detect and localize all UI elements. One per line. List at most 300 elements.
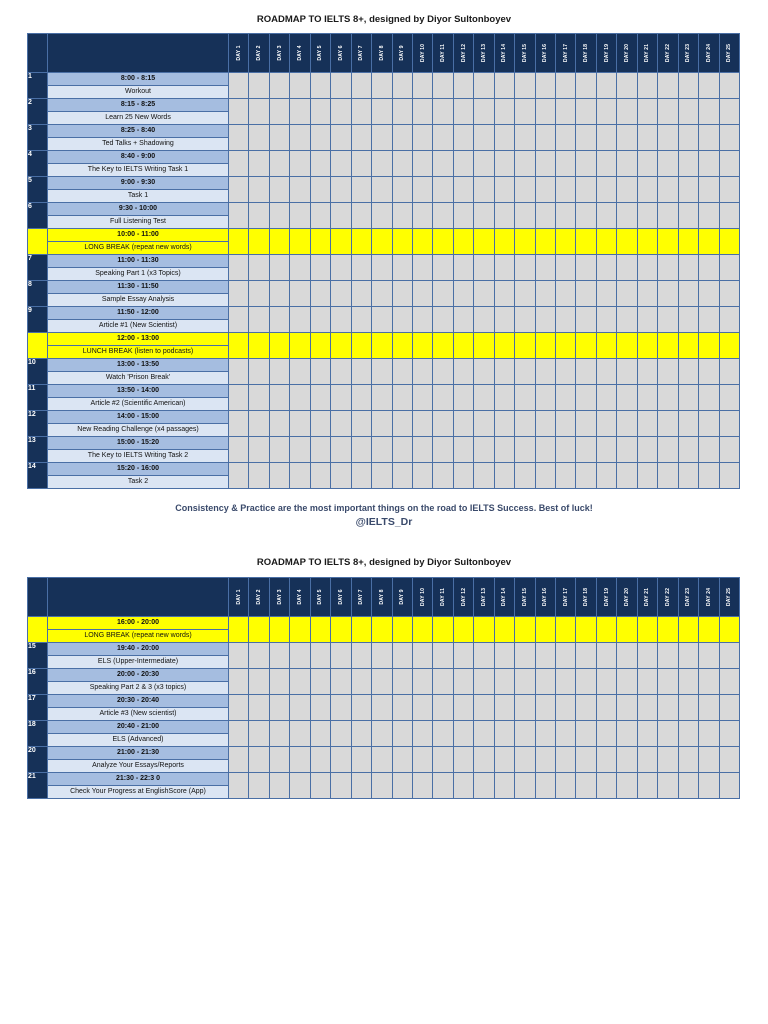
day-check-cell[interactable]: [229, 773, 249, 799]
day-check-cell[interactable]: [637, 773, 657, 799]
day-check-cell[interactable]: [331, 773, 351, 799]
day-check-cell[interactable]: [372, 125, 392, 151]
day-check-cell[interactable]: [392, 695, 412, 721]
day-check-cell[interactable]: [249, 281, 269, 307]
day-check-cell[interactable]: [433, 411, 453, 437]
day-check-cell[interactable]: [433, 203, 453, 229]
day-check-cell[interactable]: [535, 359, 555, 385]
day-check-cell[interactable]: [433, 773, 453, 799]
day-check-cell[interactable]: [290, 281, 310, 307]
day-check-cell[interactable]: [372, 99, 392, 125]
day-check-cell[interactable]: [658, 669, 678, 695]
day-check-cell[interactable]: [269, 617, 289, 643]
day-check-cell[interactable]: [249, 411, 269, 437]
day-check-cell[interactable]: [269, 437, 289, 463]
day-check-cell[interactable]: [535, 747, 555, 773]
day-check-cell[interactable]: [474, 255, 494, 281]
day-check-cell[interactable]: [290, 203, 310, 229]
day-check-cell[interactable]: [392, 411, 412, 437]
day-check-cell[interactable]: [678, 643, 698, 669]
day-check-cell[interactable]: [229, 125, 249, 151]
day-check-cell[interactable]: [637, 617, 657, 643]
day-check-cell[interactable]: [678, 773, 698, 799]
day-check-cell[interactable]: [617, 359, 637, 385]
day-check-cell[interactable]: [229, 643, 249, 669]
day-check-cell[interactable]: [331, 333, 351, 359]
day-check-cell[interactable]: [596, 411, 616, 437]
day-check-cell[interactable]: [699, 307, 719, 333]
day-check-cell[interactable]: [678, 281, 698, 307]
day-check-cell[interactable]: [392, 177, 412, 203]
day-check-cell[interactable]: [556, 177, 576, 203]
day-check-cell[interactable]: [229, 333, 249, 359]
day-check-cell[interactable]: [249, 669, 269, 695]
day-check-cell[interactable]: [310, 359, 330, 385]
day-check-cell[interactable]: [617, 203, 637, 229]
day-check-cell[interactable]: [658, 307, 678, 333]
day-check-cell[interactable]: [596, 333, 616, 359]
day-check-cell[interactable]: [474, 617, 494, 643]
day-check-cell[interactable]: [229, 151, 249, 177]
day-check-cell[interactable]: [596, 203, 616, 229]
day-check-cell[interactable]: [494, 281, 514, 307]
day-check-cell[interactable]: [310, 669, 330, 695]
day-check-cell[interactable]: [229, 203, 249, 229]
day-check-cell[interactable]: [556, 463, 576, 489]
day-check-cell[interactable]: [576, 643, 596, 669]
day-check-cell[interactable]: [331, 73, 351, 99]
day-check-cell[interactable]: [494, 747, 514, 773]
day-check-cell[interactable]: [310, 281, 330, 307]
day-check-cell[interactable]: [453, 411, 473, 437]
day-check-cell[interactable]: [372, 643, 392, 669]
day-check-cell[interactable]: [515, 669, 535, 695]
day-check-cell[interactable]: [719, 617, 739, 643]
day-check-cell[interactable]: [392, 437, 412, 463]
day-check-cell[interactable]: [412, 437, 432, 463]
day-check-cell[interactable]: [474, 643, 494, 669]
day-check-cell[interactable]: [556, 333, 576, 359]
day-check-cell[interactable]: [515, 281, 535, 307]
day-check-cell[interactable]: [637, 229, 657, 255]
day-check-cell[interactable]: [556, 773, 576, 799]
day-check-cell[interactable]: [310, 73, 330, 99]
day-check-cell[interactable]: [658, 773, 678, 799]
day-check-cell[interactable]: [331, 695, 351, 721]
day-check-cell[interactable]: [617, 385, 637, 411]
day-check-cell[interactable]: [719, 229, 739, 255]
day-check-cell[interactable]: [474, 773, 494, 799]
day-check-cell[interactable]: [596, 229, 616, 255]
day-check-cell[interactable]: [596, 281, 616, 307]
day-check-cell[interactable]: [617, 333, 637, 359]
day-check-cell[interactable]: [637, 255, 657, 281]
day-check-cell[interactable]: [269, 333, 289, 359]
day-check-cell[interactable]: [372, 669, 392, 695]
day-check-cell[interactable]: [515, 125, 535, 151]
day-check-cell[interactable]: [392, 99, 412, 125]
day-check-cell[interactable]: [515, 255, 535, 281]
day-check-cell[interactable]: [331, 617, 351, 643]
day-check-cell[interactable]: [658, 99, 678, 125]
day-check-cell[interactable]: [556, 411, 576, 437]
day-check-cell[interactable]: [576, 281, 596, 307]
day-check-cell[interactable]: [249, 721, 269, 747]
day-check-cell[interactable]: [269, 463, 289, 489]
day-check-cell[interactable]: [290, 255, 310, 281]
day-check-cell[interactable]: [433, 307, 453, 333]
day-check-cell[interactable]: [269, 203, 289, 229]
day-check-cell[interactable]: [637, 437, 657, 463]
day-check-cell[interactable]: [596, 617, 616, 643]
day-check-cell[interactable]: [310, 437, 330, 463]
day-check-cell[interactable]: [699, 99, 719, 125]
day-check-cell[interactable]: [453, 747, 473, 773]
day-check-cell[interactable]: [596, 385, 616, 411]
day-check-cell[interactable]: [515, 203, 535, 229]
day-check-cell[interactable]: [678, 359, 698, 385]
day-check-cell[interactable]: [474, 177, 494, 203]
day-check-cell[interactable]: [351, 411, 371, 437]
day-check-cell[interactable]: [351, 463, 371, 489]
day-check-cell[interactable]: [351, 229, 371, 255]
day-check-cell[interactable]: [433, 99, 453, 125]
day-check-cell[interactable]: [535, 229, 555, 255]
day-check-cell[interactable]: [596, 73, 616, 99]
day-check-cell[interactable]: [433, 695, 453, 721]
day-check-cell[interactable]: [678, 385, 698, 411]
day-check-cell[interactable]: [290, 73, 310, 99]
day-check-cell[interactable]: [719, 307, 739, 333]
day-check-cell[interactable]: [535, 437, 555, 463]
day-check-cell[interactable]: [576, 747, 596, 773]
day-check-cell[interactable]: [556, 617, 576, 643]
day-check-cell[interactable]: [596, 721, 616, 747]
day-check-cell[interactable]: [719, 125, 739, 151]
day-check-cell[interactable]: [392, 333, 412, 359]
day-check-cell[interactable]: [310, 229, 330, 255]
day-check-cell[interactable]: [392, 359, 412, 385]
day-check-cell[interactable]: [556, 229, 576, 255]
day-check-cell[interactable]: [556, 695, 576, 721]
day-check-cell[interactable]: [699, 773, 719, 799]
day-check-cell[interactable]: [576, 359, 596, 385]
day-check-cell[interactable]: [637, 385, 657, 411]
day-check-cell[interactable]: [617, 773, 637, 799]
day-check-cell[interactable]: [392, 255, 412, 281]
day-check-cell[interactable]: [229, 721, 249, 747]
day-check-cell[interactable]: [310, 747, 330, 773]
day-check-cell[interactable]: [453, 151, 473, 177]
day-check-cell[interactable]: [412, 669, 432, 695]
day-check-cell[interactable]: [576, 151, 596, 177]
day-check-cell[interactable]: [290, 695, 310, 721]
day-check-cell[interactable]: [474, 99, 494, 125]
day-check-cell[interactable]: [699, 255, 719, 281]
day-check-cell[interactable]: [269, 773, 289, 799]
day-check-cell[interactable]: [453, 229, 473, 255]
day-check-cell[interactable]: [229, 359, 249, 385]
day-check-cell[interactable]: [269, 695, 289, 721]
day-check-cell[interactable]: [719, 73, 739, 99]
day-check-cell[interactable]: [699, 669, 719, 695]
day-check-cell[interactable]: [412, 255, 432, 281]
day-check-cell[interactable]: [249, 359, 269, 385]
day-check-cell[interactable]: [310, 255, 330, 281]
day-check-cell[interactable]: [637, 99, 657, 125]
day-check-cell[interactable]: [372, 617, 392, 643]
day-check-cell[interactable]: [249, 255, 269, 281]
day-check-cell[interactable]: [229, 411, 249, 437]
day-check-cell[interactable]: [576, 721, 596, 747]
day-check-cell[interactable]: [433, 229, 453, 255]
day-check-cell[interactable]: [719, 255, 739, 281]
day-check-cell[interactable]: [535, 617, 555, 643]
day-check-cell[interactable]: [494, 695, 514, 721]
day-check-cell[interactable]: [719, 695, 739, 721]
day-check-cell[interactable]: [617, 669, 637, 695]
day-check-cell[interactable]: [617, 463, 637, 489]
day-check-cell[interactable]: [719, 463, 739, 489]
day-check-cell[interactable]: [351, 669, 371, 695]
day-check-cell[interactable]: [576, 695, 596, 721]
day-check-cell[interactable]: [494, 669, 514, 695]
day-check-cell[interactable]: [658, 333, 678, 359]
day-check-cell[interactable]: [269, 747, 289, 773]
day-check-cell[interactable]: [637, 359, 657, 385]
day-check-cell[interactable]: [576, 177, 596, 203]
day-check-cell[interactable]: [699, 411, 719, 437]
day-check-cell[interactable]: [412, 695, 432, 721]
day-check-cell[interactable]: [658, 721, 678, 747]
day-check-cell[interactable]: [351, 617, 371, 643]
day-check-cell[interactable]: [699, 385, 719, 411]
day-check-cell[interactable]: [372, 151, 392, 177]
day-check-cell[interactable]: [331, 359, 351, 385]
day-check-cell[interactable]: [331, 747, 351, 773]
day-check-cell[interactable]: [453, 333, 473, 359]
day-check-cell[interactable]: [331, 255, 351, 281]
day-check-cell[interactable]: [372, 747, 392, 773]
day-check-cell[interactable]: [433, 385, 453, 411]
day-check-cell[interactable]: [556, 307, 576, 333]
day-check-cell[interactable]: [494, 437, 514, 463]
day-check-cell[interactable]: [617, 437, 637, 463]
day-check-cell[interactable]: [372, 333, 392, 359]
day-check-cell[interactable]: [392, 643, 412, 669]
day-check-cell[interactable]: [269, 151, 289, 177]
day-check-cell[interactable]: [556, 385, 576, 411]
day-check-cell[interactable]: [515, 307, 535, 333]
day-check-cell[interactable]: [515, 617, 535, 643]
day-check-cell[interactable]: [719, 437, 739, 463]
day-check-cell[interactable]: [596, 695, 616, 721]
day-check-cell[interactable]: [474, 463, 494, 489]
day-check-cell[interactable]: [678, 721, 698, 747]
day-check-cell[interactable]: [474, 229, 494, 255]
day-check-cell[interactable]: [699, 73, 719, 99]
day-check-cell[interactable]: [372, 411, 392, 437]
day-check-cell[interactable]: [331, 229, 351, 255]
day-check-cell[interactable]: [699, 437, 719, 463]
day-check-cell[interactable]: [535, 411, 555, 437]
day-check-cell[interactable]: [331, 385, 351, 411]
day-check-cell[interactable]: [535, 73, 555, 99]
day-check-cell[interactable]: [290, 385, 310, 411]
day-check-cell[interactable]: [453, 73, 473, 99]
day-check-cell[interactable]: [719, 721, 739, 747]
day-check-cell[interactable]: [494, 255, 514, 281]
day-check-cell[interactable]: [372, 255, 392, 281]
day-check-cell[interactable]: [535, 669, 555, 695]
day-check-cell[interactable]: [576, 73, 596, 99]
day-check-cell[interactable]: [699, 333, 719, 359]
day-check-cell[interactable]: [310, 411, 330, 437]
day-check-cell[interactable]: [678, 255, 698, 281]
day-check-cell[interactable]: [678, 151, 698, 177]
day-check-cell[interactable]: [699, 721, 719, 747]
day-check-cell[interactable]: [699, 695, 719, 721]
day-check-cell[interactable]: [351, 773, 371, 799]
day-check-cell[interactable]: [392, 229, 412, 255]
day-check-cell[interactable]: [351, 333, 371, 359]
day-check-cell[interactable]: [637, 307, 657, 333]
day-check-cell[interactable]: [453, 203, 473, 229]
day-check-cell[interactable]: [269, 307, 289, 333]
day-check-cell[interactable]: [310, 643, 330, 669]
day-check-cell[interactable]: [494, 643, 514, 669]
day-check-cell[interactable]: [556, 747, 576, 773]
day-check-cell[interactable]: [412, 73, 432, 99]
day-check-cell[interactable]: [699, 281, 719, 307]
day-check-cell[interactable]: [433, 151, 453, 177]
day-check-cell[interactable]: [637, 333, 657, 359]
day-check-cell[interactable]: [249, 385, 269, 411]
day-check-cell[interactable]: [290, 411, 310, 437]
day-check-cell[interactable]: [412, 281, 432, 307]
day-check-cell[interactable]: [556, 99, 576, 125]
day-check-cell[interactable]: [678, 463, 698, 489]
day-check-cell[interactable]: [678, 437, 698, 463]
day-check-cell[interactable]: [249, 695, 269, 721]
day-check-cell[interactable]: [678, 333, 698, 359]
day-check-cell[interactable]: [474, 333, 494, 359]
day-check-cell[interactable]: [269, 411, 289, 437]
day-check-cell[interactable]: [412, 307, 432, 333]
day-check-cell[interactable]: [535, 721, 555, 747]
day-check-cell[interactable]: [433, 281, 453, 307]
day-check-cell[interactable]: [229, 255, 249, 281]
day-check-cell[interactable]: [372, 463, 392, 489]
day-check-cell[interactable]: [310, 773, 330, 799]
day-check-cell[interactable]: [392, 773, 412, 799]
day-check-cell[interactable]: [310, 177, 330, 203]
day-check-cell[interactable]: [433, 643, 453, 669]
day-check-cell[interactable]: [433, 333, 453, 359]
day-check-cell[interactable]: [658, 229, 678, 255]
day-check-cell[interactable]: [637, 125, 657, 151]
day-check-cell[interactable]: [269, 125, 289, 151]
day-check-cell[interactable]: [699, 643, 719, 669]
day-check-cell[interactable]: [658, 463, 678, 489]
day-check-cell[interactable]: [453, 695, 473, 721]
day-check-cell[interactable]: [453, 255, 473, 281]
day-check-cell[interactable]: [556, 203, 576, 229]
day-check-cell[interactable]: [617, 721, 637, 747]
day-check-cell[interactable]: [290, 721, 310, 747]
day-check-cell[interactable]: [372, 773, 392, 799]
day-check-cell[interactable]: [229, 385, 249, 411]
day-check-cell[interactable]: [433, 721, 453, 747]
day-check-cell[interactable]: [535, 281, 555, 307]
day-check-cell[interactable]: [290, 151, 310, 177]
day-check-cell[interactable]: [515, 229, 535, 255]
day-check-cell[interactable]: [392, 73, 412, 99]
day-check-cell[interactable]: [453, 99, 473, 125]
day-check-cell[interactable]: [535, 333, 555, 359]
day-check-cell[interactable]: [494, 177, 514, 203]
day-check-cell[interactable]: [576, 411, 596, 437]
day-check-cell[interactable]: [249, 617, 269, 643]
day-check-cell[interactable]: [576, 99, 596, 125]
day-check-cell[interactable]: [392, 617, 412, 643]
day-check-cell[interactable]: [515, 695, 535, 721]
day-check-cell[interactable]: [678, 747, 698, 773]
day-check-cell[interactable]: [637, 281, 657, 307]
day-check-cell[interactable]: [474, 359, 494, 385]
day-check-cell[interactable]: [310, 385, 330, 411]
day-check-cell[interactable]: [596, 773, 616, 799]
day-check-cell[interactable]: [269, 385, 289, 411]
day-check-cell[interactable]: [392, 203, 412, 229]
day-check-cell[interactable]: [617, 73, 637, 99]
day-check-cell[interactable]: [229, 281, 249, 307]
day-check-cell[interactable]: [719, 411, 739, 437]
day-check-cell[interactable]: [249, 437, 269, 463]
day-check-cell[interactable]: [290, 359, 310, 385]
day-check-cell[interactable]: [678, 695, 698, 721]
day-check-cell[interactable]: [658, 747, 678, 773]
day-check-cell[interactable]: [699, 747, 719, 773]
day-check-cell[interactable]: [617, 99, 637, 125]
day-check-cell[interactable]: [433, 73, 453, 99]
day-check-cell[interactable]: [351, 307, 371, 333]
day-check-cell[interactable]: [229, 307, 249, 333]
day-check-cell[interactable]: [699, 151, 719, 177]
day-check-cell[interactable]: [719, 281, 739, 307]
day-check-cell[interactable]: [719, 643, 739, 669]
day-check-cell[interactable]: [658, 203, 678, 229]
day-check-cell[interactable]: [494, 411, 514, 437]
day-check-cell[interactable]: [412, 643, 432, 669]
day-check-cell[interactable]: [678, 411, 698, 437]
day-check-cell[interactable]: [474, 385, 494, 411]
day-check-cell[interactable]: [719, 333, 739, 359]
day-check-cell[interactable]: [269, 177, 289, 203]
day-check-cell[interactable]: [535, 385, 555, 411]
day-check-cell[interactable]: [372, 281, 392, 307]
day-check-cell[interactable]: [515, 177, 535, 203]
day-check-cell[interactable]: [229, 695, 249, 721]
day-check-cell[interactable]: [494, 773, 514, 799]
day-check-cell[interactable]: [658, 281, 678, 307]
day-check-cell[interactable]: [453, 773, 473, 799]
day-check-cell[interactable]: [494, 151, 514, 177]
day-check-cell[interactable]: [412, 151, 432, 177]
day-check-cell[interactable]: [290, 773, 310, 799]
day-check-cell[interactable]: [331, 177, 351, 203]
day-check-cell[interactable]: [433, 125, 453, 151]
